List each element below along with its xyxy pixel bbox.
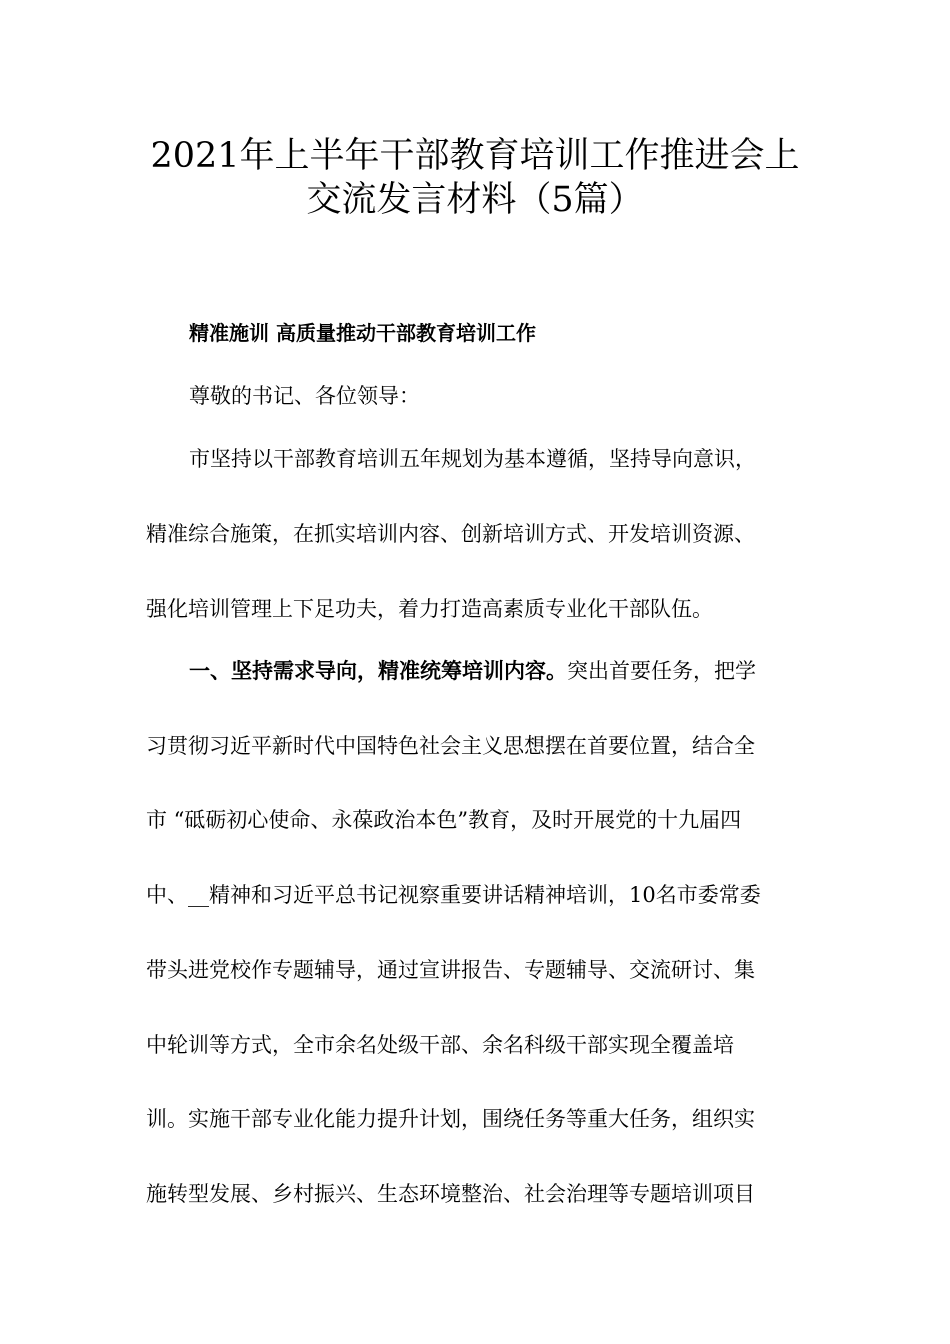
- body-line: 中轮训等方式，全市余名处级干部、余名科级干部实现全覆盖培: [146, 1033, 734, 1057]
- body-line: 市 “砥砺初心使命、永葆政治本色”教育，及时开展党的十九届四: [146, 808, 742, 832]
- body-line: 训。实施干部专业化能力提升计划，围绕任务等重大任务，组织实: [146, 1107, 755, 1131]
- body-line: 中、__精神和习近平总书记视察重要讲话精神培训，10名市委常委: [146, 883, 761, 907]
- section-title: 精准施训 高质量推动干部教育培训工作: [189, 321, 536, 345]
- body-line: 习贯彻习近平新时代中国特色社会主义思想摆在首要位置，结合全: [146, 734, 755, 758]
- document-title-line-1: 2021年上半年干部教育培训工作推进会上: [150, 136, 800, 176]
- body-line: 带头进党校作专题辅导，通过宣讲报告、专题辅导、交流研讨、集: [146, 958, 755, 982]
- point-1-heading: 一、坚持需求导向，精准统筹培训内容。: [189, 658, 567, 683]
- intro-line: 强化培训管理上下足功夫，着力打造高素质专业化干部队伍。: [146, 597, 713, 621]
- salutation: 尊敬的书记、各位领导：: [189, 384, 420, 408]
- point-1-first-line: [189, 656, 869, 686]
- body-line: 施转型发展、乡村振兴、生态环境整治、社会治理等专题培训项目: [146, 1182, 755, 1206]
- intro-line: 精准综合施策，在抓实培训内容、创新培训方式、开发培训资源、: [146, 522, 755, 546]
- point-1-first-line-rest: 突出首要任务，把学: [567, 659, 756, 683]
- intro-line: 市坚持以干部教育培训五年规划为基本遵循，坚持导向意识，: [189, 447, 756, 471]
- document-title-line-2: 交流发言材料（5篇）: [306, 180, 644, 220]
